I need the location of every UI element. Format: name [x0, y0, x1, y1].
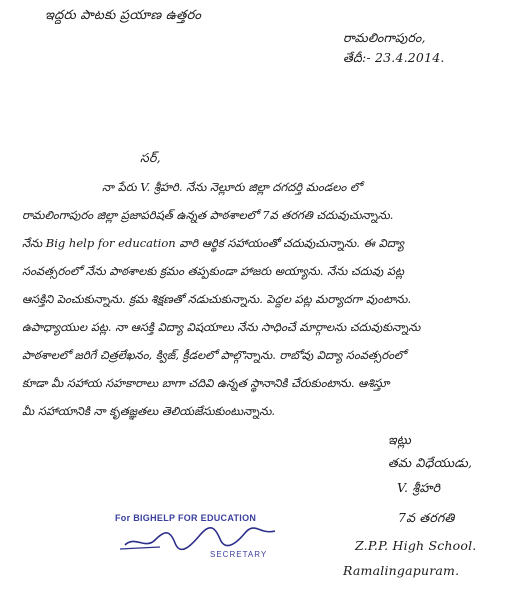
signatory-place: Ramalingapuram. [343, 563, 460, 578]
stamp-org: For BIGHELP FOR EDUCATION [115, 513, 257, 523]
signatory-school: Z.P.P. High School. [355, 538, 477, 553]
signature-scribble [100, 505, 300, 565]
body-line: పాఠశాలలో జరిగే చిత్రలేఖనం, క్విజ్, క్రీడలలో పాల్గొన్నాను. రాబోవు విద్యా సంవత్సరంలో [22, 348, 406, 362]
salutation: సర్, [140, 150, 161, 165]
body-line: రామలింగాపురం జిల్లా ప్రజాపరిషత్ ఉన్నత పాఠశాలలో 7వ తరగతి చదువుచున్నాను. [22, 208, 394, 222]
body-line: నేను Big help for education వారి ఆర్థిక సహాయంతో చదువుచున్నాను. ఈ విద్యా [22, 236, 404, 250]
closing-yours: ఇట్లు [388, 432, 411, 447]
letter-title: ఇద్దరు పాటకు ప్రయాణ ఉత్తరం [45, 8, 202, 23]
body-line: సంవత్సరంలో నేను పాఠశాలకు క్రమం తప్పకుండా హాజరు అయ్యాను. నేను చదువు పట్ల [22, 264, 404, 278]
body-line: నా పేరు V. శ్రీహరి. నేను నెల్లూరు జిల్లా దగదర్తి మండలం లో [102, 180, 362, 194]
stamp-title: SECRETARY [210, 550, 268, 559]
body-line: ఆసక్తిని పెంచుకున్నాను. క్రమ శిక్షణతో నడుచుకున్నాను. పెద్దల పట్ల మర్యాదగా వుంటాను. [22, 292, 412, 306]
letter-place: రామలింగాపురం, [343, 30, 426, 45]
body-line: ఉపాధ్యాయుల పట్ల. నా ఆసక్తి విద్యా విషయాలు నేను సాధించే మార్గాలను చదువుకున్నాను [22, 320, 421, 334]
signatory-name: V. శ్రీహరి [397, 480, 441, 495]
body-line: మీ సహాయానికి నా కృతజ్ఞతలు తెలియజేసుకుంటున్నాను. [22, 404, 276, 418]
letter-date: తేదీ:- 23.4.2014. [343, 50, 445, 65]
body-line: కూడా మీ సహాయ సహకారాలు బాగా చదివి ఉన్నత స్థానానికి చేరుకుంటాను. ఆశిస్తూ [22, 376, 390, 390]
secretary-stamp [100, 505, 300, 565]
closing-obedient: తమ విధేయుడు, [388, 455, 473, 470]
signatory-class: 7వ తరగతి [398, 510, 455, 525]
